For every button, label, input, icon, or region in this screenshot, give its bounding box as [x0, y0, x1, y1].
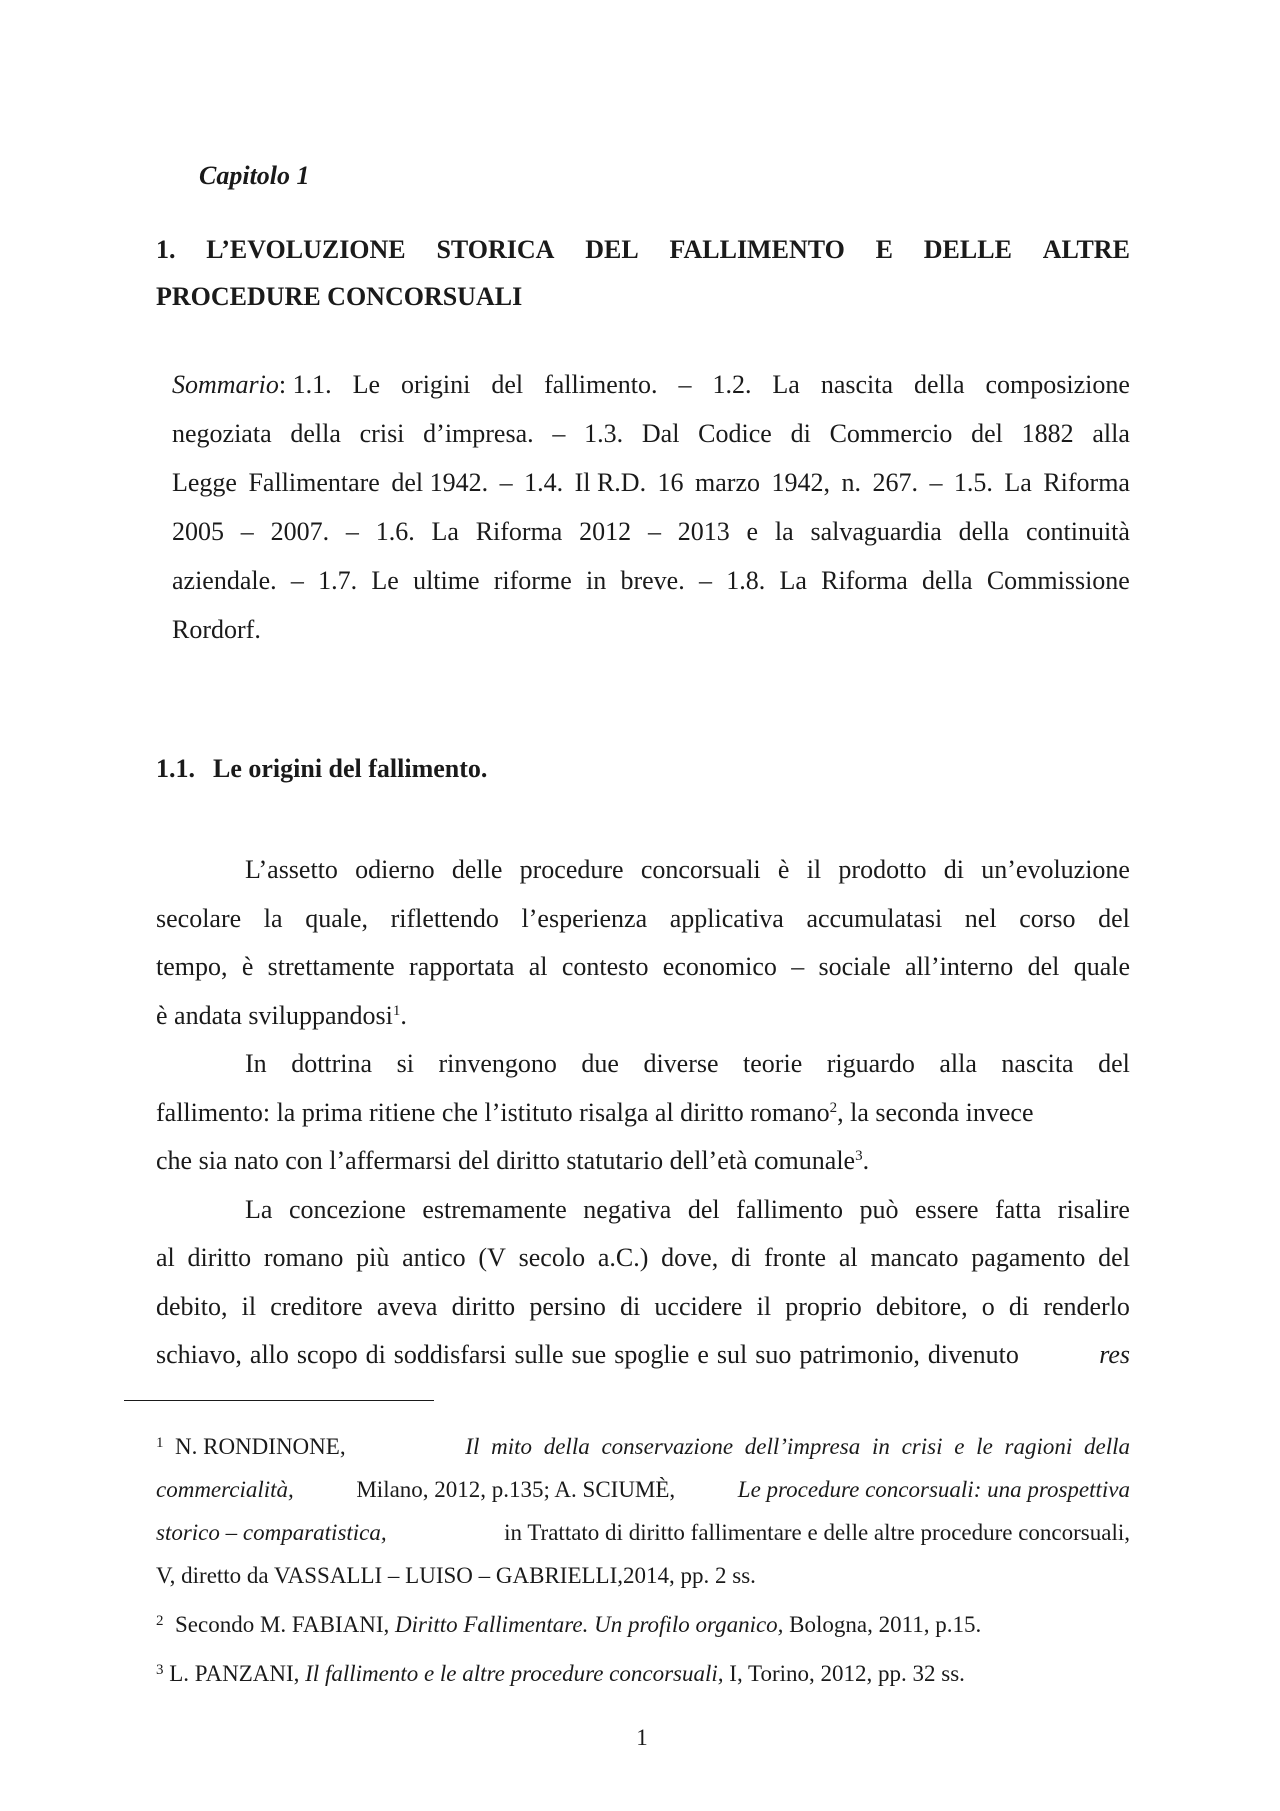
- footnote-text-run: Milano, 2012, p.135; A. SCIUMÈ,: [356, 1477, 676, 1502]
- summary-word: 1.7.: [318, 566, 358, 595]
- body-line: [156, 1283, 1130, 1332]
- body-text-run: che sia nato con l’affermarsi del diritto statutario dell’età comunale: [156, 1146, 856, 1175]
- chapter-title: [156, 226, 1130, 320]
- summary-word: e: [746, 517, 759, 546]
- body-word: L’assetto: [245, 855, 338, 884]
- body-text-run: [156, 1137, 869, 1186]
- body-word: del: [1098, 1049, 1130, 1078]
- summary-word: Commercio: [829, 419, 953, 448]
- footnote-text-run: V, diretto da VASSALLI – LUISO – GABRIELLI,2014, pp. 2 ss.: [156, 1563, 756, 1588]
- body-word: secolare: [156, 903, 242, 933]
- footnote-line: [156, 1652, 1130, 1695]
- body-word: a.C.): [597, 1243, 649, 1272]
- summary-word: Rordorf.: [172, 615, 261, 644]
- body-word: quale: [1073, 952, 1130, 981]
- body-word: rinvengono: [438, 1049, 557, 1078]
- section-heading: [156, 752, 487, 786]
- summary-word: 16: [657, 468, 684, 497]
- summary-word: –: [647, 517, 661, 546]
- summary-word: La: [779, 566, 807, 595]
- body-word: il: [756, 1291, 772, 1321]
- summary-word: riforme: [493, 566, 572, 595]
- summary-word: n.: [841, 468, 861, 497]
- chapter-title-word: FALLIMENTO: [669, 235, 845, 264]
- summary-word: –: [678, 370, 692, 399]
- chapter-title-word: E: [875, 235, 893, 264]
- chapter-title-word: DEL: [585, 235, 639, 264]
- body-word: al: [156, 1243, 175, 1272]
- summary-word: 1.4.: [524, 468, 564, 497]
- summary-word: Dal: [641, 419, 680, 448]
- summary-word: 1.2.: [712, 370, 752, 399]
- summary-word: –: [345, 517, 359, 546]
- footnotes: [156, 1425, 1130, 1701]
- footnote-text-italic: Diritto Fallimentare. Un profilo organico,: [394, 1612, 784, 1637]
- body-word: al: [528, 952, 548, 981]
- body-word: fronte: [764, 1243, 827, 1272]
- summary-word: del: [971, 419, 1003, 448]
- summary-word: negoziata: [172, 419, 272, 448]
- body-line: [156, 1186, 1130, 1235]
- summary-word: in: [585, 566, 607, 595]
- body-word: è: [241, 952, 254, 981]
- body-word: il: [241, 1291, 257, 1321]
- summary-word: 2007.: [270, 517, 330, 546]
- footnote-line: [156, 1468, 1130, 1511]
- body-word: due: [581, 1049, 619, 1078]
- summary-line: [172, 458, 1130, 507]
- body-word: concezione: [288, 1194, 406, 1224]
- body-word: fallimento: [736, 1194, 844, 1224]
- footnote-number: 1: [156, 1435, 164, 1451]
- summary-word: Le: [371, 566, 399, 595]
- footnote-text-run: L. PANZANI,: [169, 1661, 300, 1686]
- footnote-text-run: in Trattato di diritto fallimentare e delle altre procedure concorsuali,: [504, 1520, 1130, 1545]
- body-word: il: [806, 855, 822, 884]
- body-word: riguardo: [826, 1049, 915, 1078]
- footnote-text-italic: Le procedure concorsuali: una prospettiva: [737, 1477, 1130, 1502]
- summary-word: breve.: [620, 566, 685, 595]
- body-word: risalire: [1057, 1194, 1130, 1224]
- body-word: La: [245, 1194, 273, 1224]
- summary-word: 2012: [579, 517, 632, 546]
- body-word: concorsuali: [640, 855, 761, 884]
- summary-word: origini: [401, 370, 471, 399]
- body-word: debito,: [156, 1291, 228, 1321]
- body-line: [156, 1040, 1130, 1089]
- body-word: di: [1008, 1291, 1030, 1321]
- footnote-separator: [124, 1400, 434, 1401]
- footnote-text-italic: Il fallimento e le altre procedure concorsuali,: [305, 1661, 724, 1686]
- body-word: diritto: [451, 1291, 516, 1321]
- footnote-text-run: Secondo M. FABIANI,: [175, 1612, 390, 1637]
- summary-word: 1.8.: [726, 566, 766, 595]
- body-word: riflettendo: [390, 903, 499, 933]
- summary-word: La: [431, 517, 459, 546]
- summary-word: Riforma: [821, 566, 908, 595]
- body-word: economico: [662, 952, 777, 981]
- body-word: corso: [1019, 903, 1076, 933]
- body-word: aveva: [376, 1291, 438, 1321]
- body-word: del: [1027, 952, 1060, 981]
- body-line: [156, 846, 1130, 895]
- chapter-title-word: L’EVOLUZIONE: [206, 235, 406, 264]
- summary-line: [172, 507, 1130, 556]
- summary-word: alla: [1092, 419, 1130, 448]
- footnote-line: [156, 1603, 1130, 1646]
- body-word: mancato: [870, 1243, 959, 1272]
- summary-word: crisi: [359, 419, 405, 448]
- body-word: può: [859, 1194, 899, 1224]
- body-word: strettamente: [267, 952, 395, 981]
- body-word: In: [245, 1049, 267, 1078]
- body-line: [156, 1331, 1130, 1380]
- body-word: diritto: [187, 1243, 252, 1272]
- body-word: quale,: [305, 903, 368, 933]
- body-word: nascita: [1001, 1049, 1074, 1078]
- body-word: al: [838, 1243, 858, 1272]
- summary-word: della: [958, 517, 1010, 546]
- chapter-label: Capitolo 1: [199, 161, 310, 190]
- body-word: di: [731, 1243, 752, 1272]
- summary-word: della: [914, 370, 965, 399]
- body-word: essere: [915, 1194, 979, 1224]
- footnote-text-run: [156, 1652, 965, 1695]
- body-word: l’esperienza: [521, 903, 648, 933]
- summary-word: La: [1004, 468, 1032, 497]
- body-text-run: , la seconda invece: [837, 1097, 1034, 1127]
- footnote-text-run: I, Torino, 2012, pp. 32 ss.: [729, 1661, 965, 1686]
- body-word: alla: [939, 1049, 977, 1078]
- body-word: renderlo: [1043, 1291, 1130, 1321]
- body-text-run: fallimento: la prima ritiene che l’istituto risalga al diritto romano: [156, 1097, 830, 1127]
- chapter-title-word: 1.: [156, 235, 176, 264]
- summary-word: Riforma: [475, 517, 563, 546]
- footnote-text-italic: storico – comparatistica,: [156, 1520, 387, 1545]
- body-word: tempo,: [156, 952, 228, 981]
- body-line: [156, 1234, 1130, 1283]
- body-word: si: [396, 1049, 414, 1078]
- footnote-text-run: [156, 1603, 981, 1646]
- summary-line: [172, 556, 1130, 605]
- body-word: rapportata: [409, 952, 515, 981]
- body-word: è: [777, 855, 790, 884]
- summary-word: 1.5.: [953, 468, 993, 497]
- summary-line: [172, 360, 1130, 409]
- body-word: pagamento: [971, 1243, 1086, 1272]
- summary-word: 1.3.: [584, 419, 624, 448]
- chapter-title-word: STORICA: [436, 235, 555, 264]
- body-word: diverse: [643, 1049, 719, 1078]
- body-word: del: [1098, 1243, 1130, 1272]
- footnote-2: [156, 1603, 1130, 1646]
- body-word: nel: [964, 903, 997, 933]
- body-text-italic: res: [1099, 1340, 1130, 1369]
- body-word: proprio: [785, 1291, 862, 1321]
- summary-word: della: [290, 419, 341, 448]
- body-word: persino: [529, 1291, 606, 1321]
- summary-word: –: [929, 468, 943, 497]
- footnote-text-run: [156, 1425, 346, 1468]
- summary-word: salvaguardia: [810, 517, 942, 546]
- footnote-line: [156, 1554, 1130, 1597]
- page-number: 1: [636, 1725, 648, 1750]
- summary-word: aziendale.: [172, 566, 277, 595]
- summary-word: 1882: [1021, 419, 1074, 448]
- body-text-run: [156, 1089, 1034, 1138]
- summary-word: Codice: [698, 419, 772, 448]
- footnote-line: [156, 1425, 1130, 1468]
- summary-word: nascita: [820, 370, 894, 399]
- summary-word: fallimento.: [544, 370, 658, 399]
- summary-word: La: [772, 370, 800, 399]
- summary-line: [172, 605, 1130, 654]
- body-word: fatta: [995, 1194, 1042, 1224]
- body-text-run: schiavo, allo scopo di soddisfarsi sulle sue spoglie e sul suo patrimonio, divenuto: [156, 1340, 1019, 1369]
- summary-word: continuità: [1025, 517, 1130, 546]
- chapter-title-word: DELLE: [923, 235, 1012, 264]
- section-number: 1.1.: [156, 754, 195, 783]
- body-word: del: [687, 1194, 720, 1224]
- summary-word: Le: [352, 370, 381, 399]
- body-line: [156, 992, 1130, 1041]
- footnote-line: [156, 1511, 1130, 1554]
- body-word: di: [943, 855, 964, 884]
- body-word: applicativa: [669, 903, 784, 933]
- body-line: [156, 895, 1130, 944]
- body-word: procedure: [519, 855, 624, 884]
- body-word: teorie: [743, 1049, 803, 1078]
- body-word: contesto: [561, 952, 649, 981]
- body-word: sociale: [818, 952, 891, 981]
- summary-label: Sommario: [172, 370, 279, 399]
- body-word: (V: [478, 1243, 506, 1272]
- body-word: antico: [402, 1243, 466, 1272]
- body-word: delle: [451, 855, 503, 884]
- summary-word: 2005: [172, 517, 224, 546]
- body-word: estremamente: [422, 1194, 567, 1224]
- body-text-run: .: [862, 1146, 870, 1175]
- body-word: di: [620, 1291, 641, 1321]
- section-title: Le origini del fallimento.: [213, 754, 488, 783]
- chapter-title-line: [156, 226, 1130, 273]
- summary-word: Commissione: [986, 566, 1130, 595]
- footnote-3: [156, 1652, 1130, 1695]
- summary-word: –: [240, 517, 254, 546]
- body-word: creditore: [270, 1291, 363, 1321]
- body-word: del: [1098, 903, 1130, 933]
- body-word: odierno: [355, 855, 435, 884]
- summary-word: –: [698, 566, 712, 595]
- body-word: un’evoluzione: [981, 855, 1130, 884]
- summary-line: [172, 409, 1130, 458]
- body-word: prodotto: [838, 855, 927, 884]
- summary-word: del 1942.: [391, 468, 489, 497]
- footnote-number: 2: [156, 1613, 164, 1629]
- summary-word: 267.: [872, 468, 918, 497]
- body-word: debitore,: [875, 1291, 968, 1321]
- summary-word: 2013: [677, 517, 730, 546]
- summary-word: [172, 360, 332, 409]
- body-word: secolo: [518, 1243, 586, 1272]
- body-word: uccidere: [654, 1291, 743, 1321]
- body-word: [156, 992, 407, 1041]
- body-word: negativa: [583, 1194, 672, 1224]
- summary-word: –: [290, 566, 304, 595]
- summary-word: 1.6.: [375, 517, 415, 546]
- summary-word: ultime: [413, 566, 480, 595]
- summary-word: Fallimentare: [248, 468, 380, 497]
- summary-word: Riforma: [1043, 468, 1130, 497]
- summary-word: : 1.1.: [278, 370, 332, 399]
- summary-word: –: [552, 419, 566, 448]
- summary-word: marzo: [695, 468, 760, 497]
- body-word: dottrina: [291, 1049, 373, 1078]
- footnote-ref-1[interactable]: 1: [392, 1002, 401, 1019]
- body-word: dove,: [661, 1243, 719, 1272]
- footnote-ref-3[interactable]: 3: [855, 1148, 863, 1164]
- body-line: [156, 1137, 1130, 1186]
- footnote-text-run: Bologna, 2011, p.15.: [789, 1612, 982, 1637]
- body-word: all’interno: [905, 952, 1014, 981]
- body-word: accumulatasi: [806, 903, 943, 933]
- summary-word: composizione: [985, 370, 1130, 399]
- summary-word: del: [491, 370, 524, 399]
- summary-word: d’impresa.: [423, 419, 534, 448]
- body-line: [156, 943, 1130, 992]
- summary-word: la: [774, 517, 794, 546]
- body-text: [156, 846, 1130, 1380]
- body-word: –: [791, 952, 805, 981]
- footnote-text-run: N. RONDINONE,: [175, 1434, 346, 1459]
- summary-word: della: [922, 566, 973, 595]
- body-word: o: [981, 1291, 995, 1321]
- body-line: [156, 1089, 1130, 1138]
- body-text-run: è andata sviluppandosi: [156, 1000, 393, 1030]
- footnote-1: [156, 1425, 1130, 1597]
- footnote-text-italic: commercialità,: [156, 1477, 294, 1502]
- body-word: più: [356, 1243, 390, 1272]
- summary-word: Legge: [172, 468, 237, 497]
- body-word: romano: [263, 1243, 344, 1272]
- chapter-title-line: PROCEDURE CONCORSUALI: [156, 282, 523, 311]
- body-text-run: .: [400, 1000, 407, 1030]
- chapter-summary: [172, 360, 1130, 654]
- summary-word: 1942,: [771, 468, 830, 497]
- footnote-ref-2[interactable]: 2: [829, 1099, 838, 1116]
- chapter-title-word: ALTRE: [1042, 235, 1130, 264]
- summary-word: di: [790, 419, 811, 448]
- summary-word: Il R.D.: [574, 468, 647, 497]
- footnote-text-italic: Il mito della conservazione dell’impresa in crisi e le ragioni della: [465, 1434, 1130, 1459]
- summary-word: –: [499, 468, 513, 497]
- body-word: la: [263, 903, 283, 933]
- footnote-number: 3: [156, 1662, 164, 1678]
